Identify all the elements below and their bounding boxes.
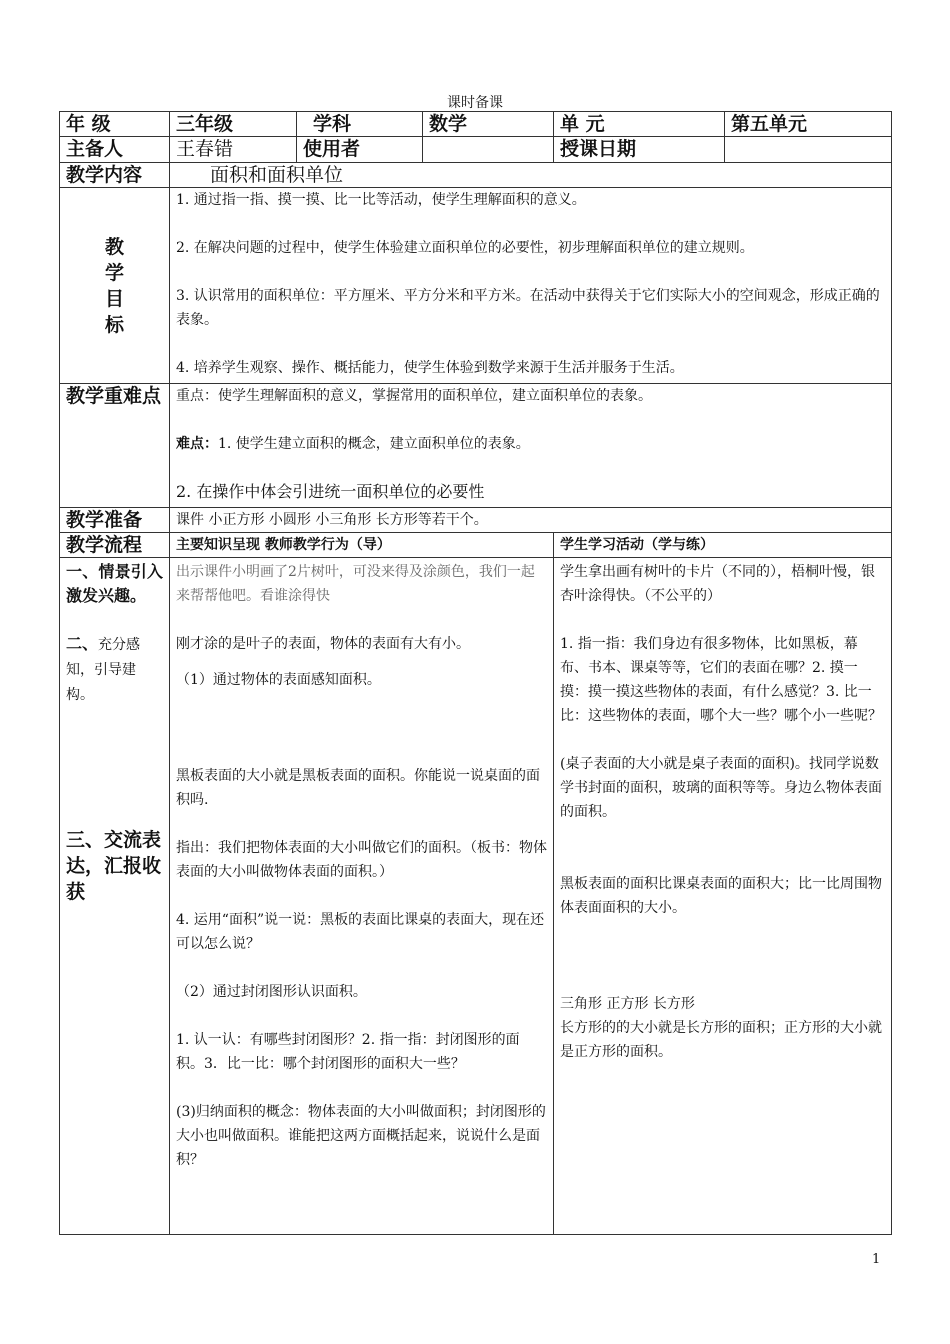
key-points-row <box>60 384 892 508</box>
content-label: 教学内容 <box>60 163 170 188</box>
date-value <box>725 137 892 163</box>
student-item: (桌子表面的大小就是桌子表面的面积)。找同学说数学书封面的面积，玻璃的面积等等。身边么物体表面的面积。 <box>560 756 882 820</box>
preparer-value: 王春错 <box>170 137 297 163</box>
content-row <box>60 163 892 188</box>
preparation-label: 教学准备 <box>60 508 170 533</box>
difficulty-line-1 <box>176 432 885 456</box>
unit-value: 第五单元 <box>725 112 892 137</box>
goal-item: 1. 通过指一指、摸一摸、比一比等活动，使学生理解面积的意义。 <box>176 192 586 208</box>
date-label: 授课日期 <box>554 137 725 163</box>
focus-text: 重点：使学生理解面积的意义，掌握常用的面积单位，建立面积单位的表象。 <box>176 388 652 404</box>
preparer-label: 主备人 <box>60 137 170 163</box>
difficulty-text-2: 2. 在操作中体会引进统一面积单位的必要性 <box>176 482 485 501</box>
teacher-item: 刚才涂的是叶子的表面，物体的表面有大有小。 <box>176 636 470 652</box>
user-value <box>423 137 554 163</box>
goals-label-char-4: 标 <box>104 313 124 336</box>
flow-header-row <box>60 533 892 558</box>
flow-stages <box>60 558 170 1235</box>
stage-2-text: 充分感知，引导建构。 <box>66 637 141 703</box>
grade-value: 三年级 <box>170 112 297 137</box>
teacher-item: 指出：我们把物体表面的大小叫做它们的面积。（板书：物体表面的大小叫做物体表面的面积。） <box>176 840 547 880</box>
student-item: 黑板表面的面积比课桌表面的面积大；比一比周围物体表面面积的大小。 <box>560 876 882 916</box>
lesson-plan-table <box>59 111 892 1235</box>
info-row-1 <box>60 112 892 137</box>
stage-2-title: 二、 <box>66 634 99 653</box>
preparation-row <box>60 508 892 533</box>
student-item: 学生拿出画有树叶的卡片（不同的），梧桐叶慢，银杏叶涂得快。（不公平的） <box>560 564 875 604</box>
teacher-item: 4. 运用“面积”说一说：黑板的表面比课桌的表面大，现在还可以怎么说？ <box>176 912 545 952</box>
flow-body-row <box>60 558 892 1235</box>
teacher-item: 1. 认一认：有哪些封闭图形？2. 指一指：封闭图形的面积。3．比一比：哪个封闭图形的面积大一些？ <box>176 1032 520 1072</box>
student-activities <box>554 558 892 1235</box>
goals-row <box>60 188 892 384</box>
subject-value: 数学 <box>423 112 554 137</box>
teacher-activities <box>170 558 554 1235</box>
teacher-column-header: 主要知识呈现 教师教学行为（导） <box>170 533 554 558</box>
subject-label: 学科 <box>297 112 423 137</box>
grade-label: 年 级 <box>60 112 170 137</box>
preparation-value: 课件 小正方形 小圆形 小三角形 长方形等若干个。 <box>170 508 892 533</box>
student-item: 三角形 正方形 长方形 <box>560 996 695 1012</box>
student-item: 长方形的的大小就是长方形的面积；正方形的大小就是正方形的面积。 <box>560 1020 882 1060</box>
goals-content <box>170 188 892 384</box>
info-row-2 <box>60 137 892 163</box>
student-column-header: 学生学习活动（学与练） <box>554 533 892 558</box>
user-label: 使用者 <box>297 137 423 163</box>
stage-1: 一、情景引入激发兴趣。 <box>66 562 163 605</box>
goals-label <box>60 188 170 384</box>
unit-label: 单 元 <box>554 112 725 137</box>
teacher-item: 出示课件小明画了2片树叶，可没来得及涂颜色，我们一起来帮帮他吧。看谁涂得快 <box>176 564 535 604</box>
student-item: 1. 指一指：我们身边有很多物体，比如黑板，幕布、书本、课桌等等，它们的表面在哪？2. 摸一摸：摸一摸这些物体的表面，有什么感觉？3. 比一比：这些物体的表面，哪个大一些？哪个小一些呢？ <box>560 636 882 724</box>
stage-3: 三、交流表达，汇报收获 <box>66 829 162 903</box>
goal-item: 4. 培养学生观察、操作、概括能力，使学生体验到数学来源于生活并服务于生活。 <box>176 360 684 376</box>
goal-item: 2. 在解决问题的过程中，使学生体验建立面积单位的必要性，初步理解面积单位的建立规则。 <box>176 240 754 256</box>
goal-item: 3. 认识常用的面积单位：平方厘米、平方分米和平方米。在活动中获得关于它们实际大小的空间观念，形成正确的表象。 <box>176 288 880 328</box>
teacher-item: (3)归纳面积的概念：物体表面的大小叫做面积；封闭图形的大小也叫做面积。谁能把这两方面概括起来，说说什么是面积？ <box>176 1104 546 1168</box>
page-number: 1 <box>872 1252 881 1267</box>
goals-label-char-3: 目 <box>104 287 124 310</box>
goals-label-char-1: 教 <box>104 235 124 258</box>
teacher-item: 黑板表面的大小就是黑板表面的面积。你能说一说桌面的面积吗. <box>176 768 540 808</box>
stage-2 <box>66 632 163 707</box>
document-title: 课时备课 <box>447 95 503 111</box>
goals-label-char-2: 学 <box>104 261 124 284</box>
teacher-item: （2）通过封闭图形认识面积。 <box>176 984 367 1000</box>
content-value: 面积和面积单位 <box>170 163 892 188</box>
flow-label: 教学流程 <box>60 533 170 558</box>
teacher-item: （1）通过物体的表面感知面积。 <box>176 672 381 688</box>
key-points-label: 教学重难点 <box>60 384 170 508</box>
difficulty-text-1: 1. 使学生建立面积的概念，建立面积单位的表象。 <box>218 436 530 452</box>
key-points-content <box>170 384 892 508</box>
difficulty-label: 难点： <box>176 436 218 452</box>
